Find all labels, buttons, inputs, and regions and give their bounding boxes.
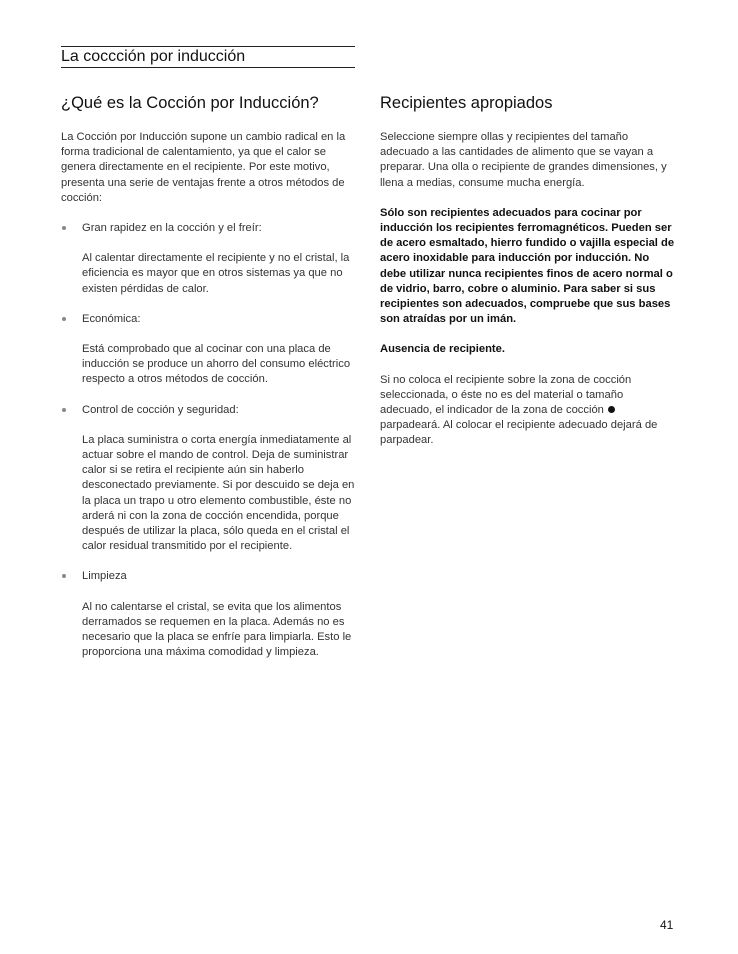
advantages-list <box>61 221 357 660</box>
no-cookware-subheading: Ausencia de recipiente. <box>380 343 505 356</box>
bullet-title: Limpieza <box>82 570 127 583</box>
bullet-text: Al no calentarse el cristal, se evita que los alimentos derramados se requemen en la placa. Además no es necesario que la placa se enfríe para limpiarla. Esto le proporciona una máxima comodidad y limpieza. <box>82 600 352 659</box>
page-number: 41 <box>660 918 674 932</box>
list-item <box>61 221 357 297</box>
bullet-title: Económica: <box>82 312 141 325</box>
intro-paragraph: La Cocción por Inducción supone un cambio radical en la forma tradicional de calentamiento, ya que el calor se genera directamente en el recipiente. Por este motivo, presenta una serie de ventajas frente a otros métodos de cocción: <box>61 131 346 204</box>
bullet-icon <box>62 574 66 578</box>
indicator-dot-icon <box>608 406 615 413</box>
left-heading: ¿Qué es la Cocción por Inducción? <box>61 94 319 112</box>
list-item <box>61 569 357 660</box>
no-cookware-text-after: parpadeará. Al colocar el recipiente adecuado dejará de parpadear. <box>380 419 658 447</box>
right-column <box>380 94 676 449</box>
bullet-icon <box>62 317 66 321</box>
left-column <box>61 94 357 675</box>
no-cookware-text-before: Si no coloca el recipiente sobre la zona de cocción seleccionada, o éste no es del material o tamaño adecuado, el indicador de la zona de cocción <box>380 373 632 417</box>
right-heading: Recipientes apropiados <box>380 94 553 112</box>
bullet-title: Gran rapidez en la cocción y el freír: <box>82 222 262 235</box>
bullet-text: La placa suministra o corta energía inmediatamente al actuar sobre el mando de control. Deja de suministrar calor si se retira el recipiente aún sin haberlo desconectado previamente. Si por descuido se deja en la placa un trapo u otro elemento combustible, éste no arderá ni con la zona de cocción encendida, porque después de utilizar la placa, sólo queda en el cristal el calor residual transmitido por el recipiente. <box>82 433 355 553</box>
sizing-paragraph: Seleccione siempre ollas y recipientes del tamaño adecuado a las cantidades de alimento que se vayan a preparar. Una olla o recipiente de grandes dimensiones, y llena a medias, consume mucha energía. <box>380 131 667 189</box>
bullet-text: Al calentar directamente el recipiente y no el cristal, la eficiencia es mayor que en otros sistemas ya que no existen pérdidas de calor. <box>82 252 350 295</box>
section-header: La coccción por inducción <box>61 46 355 68</box>
bullet-title: Control de cocción y seguridad: <box>82 403 239 416</box>
no-cookware-paragraph <box>380 373 676 449</box>
list-item <box>61 403 357 555</box>
suitable-cookware-paragraph: Sólo son recipientes adecuados para cocinar por inducción los recipientes ferromagnéticos. Pueden ser de acero esmaltado, hierro fundido o vajilla especial de acero inoxidable para inducción por inducción. No debe utilizar nunca recipientes finos de acero normal o de vidrio, barro, cobre o aluminio. Para saber si sus recipientes son adecuados, compruebe que sus bases son atraídas por un imán. <box>380 206 675 326</box>
bullet-text: Está comprobado que al cocinar con una placa de inducción se produce un ahorro del consumo eléctrico respecto a otros métodos de cocción. <box>82 343 351 386</box>
list-item <box>61 312 357 388</box>
bullet-icon <box>62 408 66 412</box>
bullet-icon <box>62 226 66 230</box>
